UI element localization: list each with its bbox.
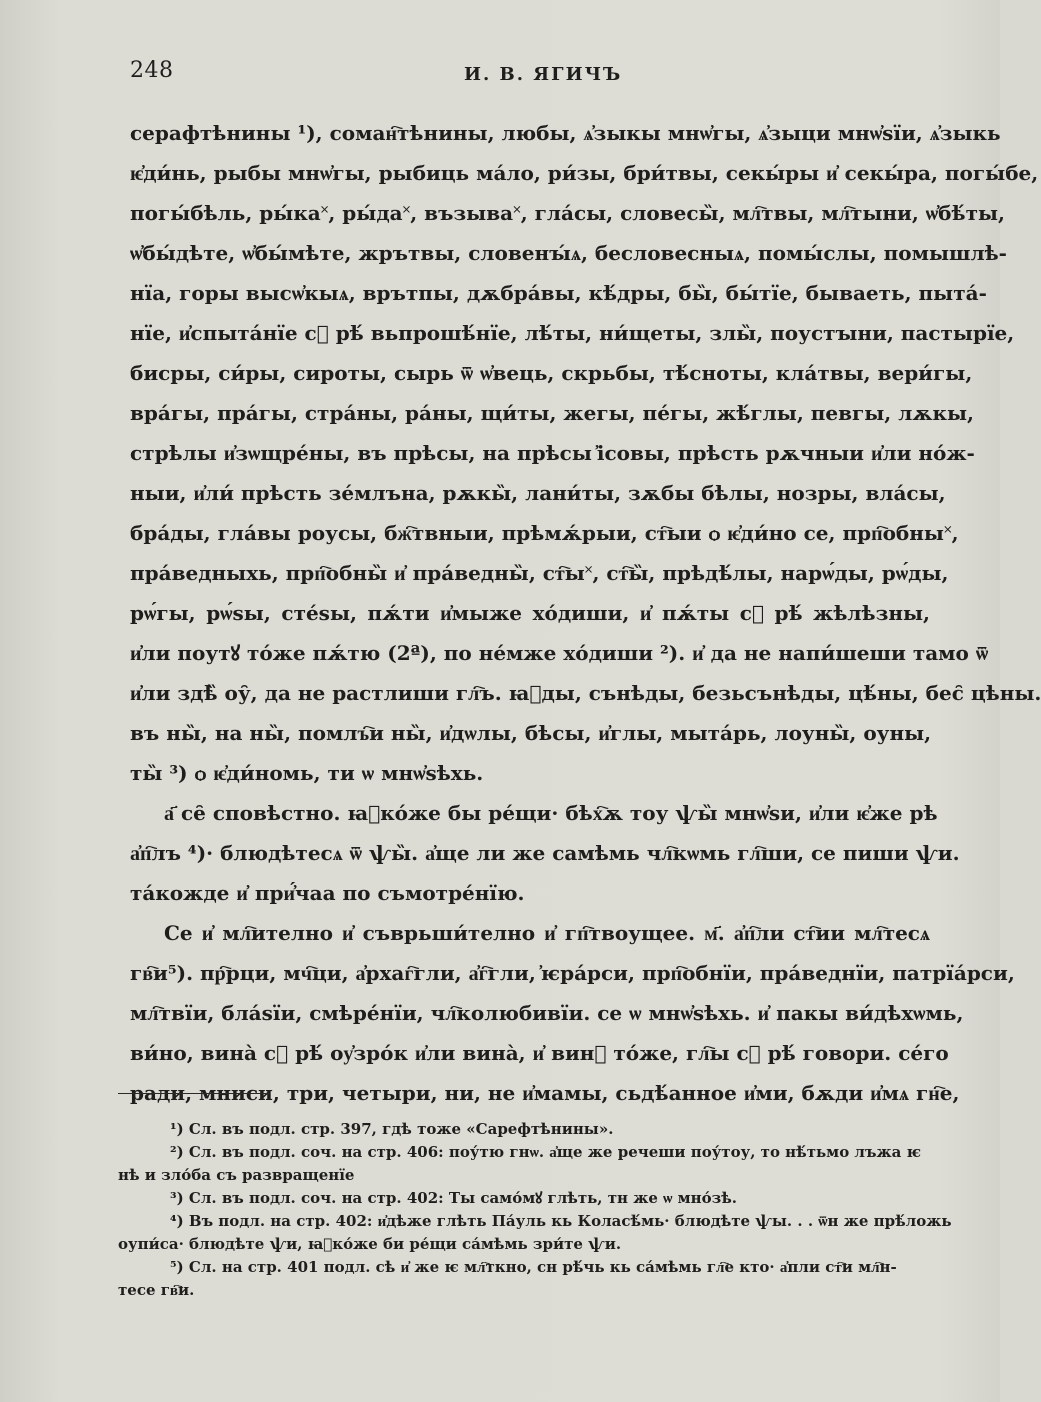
text-line: рѡ́гы, рѡ́ѕы, сте́ѕы, пѫ́ти и҆мыже хо́диши, и҆ пѫ́ты сꙵ рѣ́ жѣлѣзны, xyxy=(130,601,930,625)
text-line: ви́но, вина̀ сꙵ рѣ́ оу҆зро́к и҆ли вина̀, и҆ винꙋ то́же, гл҇ы сꙵ рѣ́ говори. се́го xyxy=(130,1041,949,1065)
text-line: гв҇и⁵). пр҇рци, мч҇ци, а҆рхаг҇гли, а҆г҇гли, ҆ѥра́рси, прп҇обнїи, пра́веднїи, патрїа́рси, xyxy=(130,961,1015,985)
text-line: нїе, и҆спыта́нїе сꙵ рѣ́ вьпрошѣ́нїе, лѣ́ты, ни́щеты, злы̏, поустꙑни, пастырїе, xyxy=(130,321,1015,345)
text-line: та́кожде и҆ при҆́чаа по съмотре́нїю. xyxy=(130,881,525,905)
paragraph-2 xyxy=(130,793,960,913)
text-line: вра́гы, пра́гы, стра́ны, ра́ны, щи́ты, жегы, пе́гы, жѣ́глы, певгы, лѫкы, xyxy=(130,401,974,425)
paragraph-3 xyxy=(130,913,1015,1113)
running-head: И. В. ЯГИЧЪ xyxy=(464,64,623,85)
page-number: 248 xyxy=(130,58,174,83)
body-text xyxy=(130,113,1041,1113)
text-line: нїа, горы высѡ҆кыѧ, врътпы, дѫбра́вы, кѣ́дры, бы̏, бы́тїе, бываеть, пыта́- xyxy=(130,281,987,305)
text-line: и҆ли здѣ̏ оу̑, да не растлиши гл҇ъ. ꙗ҆ды, сънѣды, безьсънѣды, цѣ́ны, бес̑ цѣны. xyxy=(130,681,1041,705)
text-line: стрѣлы и҆зѡщре́ны, въ прѣсы, на прѣсы ҆ісовы, прѣсть рѫчныи и҆ли но́ж- xyxy=(130,441,975,465)
text-line: бра́ды, гла́вы роусы, бж҇твныи, прѣмѫ́рыи, ст҇ыи ѻ ѥ҆ди́но се, прп҇обны˟, xyxy=(130,521,959,545)
text-line: ѡ҆бы́дѣте, ѡ҆бы́мѣте, жрътвы, словенꙑ́ѧ, бесловесныѧ, помы́слы, помышлѣ- xyxy=(130,241,1007,265)
text-line: Се и҆ мл҇ително и҆ съврьши́телно и҆ гп҇твоущее. м҃. а҆п҇ли ст҇ии мл҇тесѧ xyxy=(164,921,930,945)
text-line: ѥ҆ди́нь, рыбы мнѡ҆гы, рыбиць ма́ло, ри́зы, бри́твы, секы́ры и҆ секы́ра, погы́бе, xyxy=(130,161,1039,185)
text-line: пра́ведныхь, прп҇обны̏ и҆ пра́ведны̏, ст҇ы˟, ст҇ы̏, прѣдѣ́лы, нарѡ́ды, рѡ́ды, xyxy=(130,561,949,585)
text-line: мл҇твїи, бла́ѕїи, смѣре́нїи, чл҇колюбивїи. се ѡ мнѡ҆ѕѣхь. и҆ пакы ви́дѣхѡмь, xyxy=(130,1001,964,1025)
text-line: и҆ли поутꙋ то́же пѫ́тю (2ª), по не́мже хо́диши ²). и҆ да не напи́шеши тамо ѿ xyxy=(130,641,989,665)
footnote-3 xyxy=(118,1187,930,1210)
footnote-line: тесе гв҇и. xyxy=(118,1281,195,1299)
paragraph-1 xyxy=(130,113,1041,793)
footnote-line: ⁴) Въ подл. на стр. 402: и҆дѣже глѣть Па́уль кь Коласѣ́мь· блюдѣте ѱы. . . ѿн же прѣ́ложь xyxy=(170,1212,952,1230)
text-line: серафтѣнины ¹), соман҇тѣнины, любы, ѧ҆зыкы мнѡ҆гы, ѧ҆зыци мнѡ҆ѕїи, ѧ҆зыкь xyxy=(130,121,1001,145)
footnote-line: ²) Сл. въ подл. соч. на стр. 406: поу́тю гнѡ. а҆ще же речеши поу́тоу, то нѣ́тьмо лъжа ѥ xyxy=(170,1143,922,1161)
footnote-4 xyxy=(118,1210,952,1256)
footnote-line: ⁵) Сл. на стр. 401 подл. сѣ и҆ же ѥ мл҇ткно, сн рѣ́чь кь са́мѣмь гл҇е кто· а҆пли ст҇и мл҇н- xyxy=(170,1258,897,1276)
text-line: погы́бѣль, ры́ка˟, ры́да˟, възыва˟, гла́сы, словесы̏, мл҇твы, мл҇тыни, ѡ҆бѣ́ты, xyxy=(130,201,1005,225)
footnote-line: оупи́са· блюдѣте ѱи, ꙗ҆ко́же би ре́щи са́мѣмь зри́те ѱи. xyxy=(118,1235,622,1253)
page-header xyxy=(130,58,930,98)
text-line: а҃ се̑ сповѣстно. ꙗ҆ко́же бы ре́щи· бѣх҇ѫ тоу ѱы̏ мнѡ҆ѕи, и҆ли ѥ҆же рѣ xyxy=(164,801,938,825)
text-line: въ ны̏, на ны̏, помлъ҇и ны̏, и҆дѡлы, бѣсы, и҆глы, мыта́рь, лоуны̏, оуны, xyxy=(130,721,932,745)
footnote-line: ³) Сл. въ подл. соч. на стр. 402: Ты само́мꙋ глѣть, тн же ѡ мно́зѣ. xyxy=(170,1189,738,1207)
text-line: ради, мниси, три, четыри, ни, не и҆мамы, сьдѣ́анное и҆ми, бѫди и҆мѧ гн҇е, xyxy=(130,1081,960,1105)
text-line: ныи, и҆ли́ прѣсть зе́млъна, рѫкы̏, лани́ты, зѫбы бѣлы, нозры, вла́сы, xyxy=(130,481,946,505)
footnote-separator xyxy=(118,1093,270,1094)
footnote-line: нѣ и зло́ба съ развращенїе xyxy=(118,1166,355,1184)
footnotes xyxy=(118,1118,952,1302)
text-line: бисры, си́ры, сироты, сырь ѿ ѡ҆вець, скрьбы, тѣ́сноты, кла́твы, вери́гы, xyxy=(130,361,973,385)
footnote-line: ¹) Сл. въ подл. стр. 397, гдѣ тоже «Сарефтѣнины». xyxy=(170,1120,614,1138)
text-line: ты̏ ³) ѻ ѥ҆ди́номь, ти ѡ мнѡ҆ѕѣхь. xyxy=(130,761,484,785)
footnote-5 xyxy=(118,1256,930,1302)
text-line: а҆п҇лъ ⁴)· блюдѣтесѧ ѿ ѱы̏. а҆ще ли же самѣмь чл҇кѡмь гл҇ши, се пиши ѱи. xyxy=(130,841,960,865)
footnote-1 xyxy=(118,1118,930,1141)
footnote-2 xyxy=(118,1141,930,1187)
